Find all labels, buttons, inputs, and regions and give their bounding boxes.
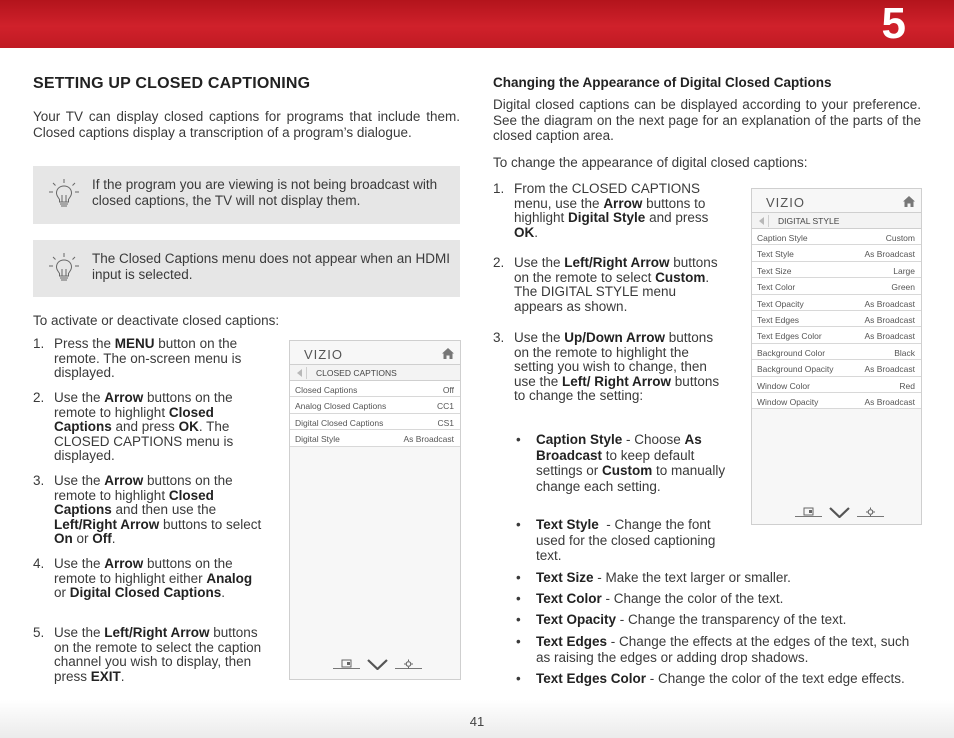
menu-row-text-style[interactable]: Text Style As Broadcast	[752, 245, 921, 261]
note-box-1	[33, 166, 460, 224]
menu-bottom-bar	[795, 505, 885, 517]
menu-row-window-opacity[interactable]: Window Opacity As Broadcast	[752, 393, 921, 409]
menu-title: DIGITAL STYLE	[778, 216, 840, 226]
bullet-text-color: • Text Color - Change the color of the text.	[516, 591, 784, 606]
menu-row-closed-captions[interactable]: Closed Captions Off	[290, 381, 460, 397]
menu-breadcrumb	[752, 212, 921, 229]
input-icon[interactable]	[795, 505, 822, 517]
gear-icon[interactable]	[395, 657, 422, 669]
gear-icon[interactable]	[857, 505, 884, 517]
bullet-text-edges: • Text Edges - Change the effects at the edges of the text, such as raising the edges or adding drop shadows.	[516, 634, 910, 665]
step-1: 1. Press the MENU button on the remote. The on-screen menu is displayed.	[33, 336, 242, 381]
section-heading: SETTING UP CLOSED CAPTIONING	[33, 75, 311, 92]
chevron-down-icon[interactable]	[364, 657, 391, 669]
activate-lead: To activate or deactivate closed captions:	[33, 313, 280, 328]
page-number: 41	[469, 714, 485, 729]
digital-step-1: 1. From the CLOSED CAPTIONS menu, use the Arrow buttons to highlight Digital Style and press OK.	[493, 181, 709, 240]
vizio-logo: VIZIO	[304, 347, 343, 362]
chapter-header-bar	[0, 0, 954, 48]
digital-step-3: 3. Use the Up/Down Arrow buttons on the remote to highlight the setting you wish to change, then use the Left/ Right Arrow buttons to change the setting:	[493, 330, 720, 404]
home-icon[interactable]	[903, 196, 915, 207]
step-2: 2. Use the Arrow buttons on the remote to highlight Closed Captions and press OK. The CLOSED CAPTIONS menu is displayed.	[33, 390, 234, 464]
bullet-text-edges-color: • Text Edges Color - Change the color of the text edge effects.	[516, 671, 905, 686]
vizio-logo: VIZIO	[766, 195, 805, 210]
bullet-text-size: • Text Size - Make the text larger or smaller.	[516, 570, 791, 585]
menu-row-analog-closed-captions[interactable]: Analog Closed Captions CC1	[290, 397, 460, 413]
lightbulb-icon	[47, 177, 81, 211]
back-arrow-icon[interactable]	[295, 367, 307, 379]
menu-breadcrumb	[290, 364, 460, 381]
menu-row-text-size[interactable]: Text Size Large	[752, 262, 921, 278]
note-box-2	[33, 240, 460, 297]
bullet-caption-style: • Caption Style - Choose As Broadcast to keep default settings or Custom to manually change each setting.	[516, 432, 726, 495]
menu-row-background-color[interactable]: Background Color Black	[752, 344, 921, 360]
menu-row-caption-style[interactable]: Caption Style Custom	[752, 229, 921, 245]
menu-title: CLOSED CAPTIONS	[316, 368, 397, 378]
menu-row-text-edges[interactable]: Text Edges As Broadcast	[752, 311, 921, 327]
home-icon[interactable]	[442, 348, 454, 359]
note-text-1: If the program you are viewing is not being broadcast with closed captions, the TV will not display them.	[92, 177, 438, 208]
chapter-number: 5	[881, 0, 906, 48]
back-arrow-icon[interactable]	[757, 215, 769, 227]
closed-captions-menu-screen	[289, 340, 461, 680]
note-text-2: The Closed Captions menu does not appear when an HDMI input is selected.	[92, 251, 450, 282]
menu-row-window-color[interactable]: Window Color Red	[752, 377, 921, 393]
input-icon[interactable]	[333, 657, 360, 669]
menu-row-text-opacity[interactable]: Text Opacity As Broadcast	[752, 295, 921, 311]
bullet-text-opacity: • Text Opacity - Change the transparency of the text.	[516, 612, 847, 627]
menu-row-background-opacity[interactable]: Background Opacity As Broadcast	[752, 360, 921, 376]
menu-row-digital-style[interactable]: Digital Style As Broadcast	[290, 430, 460, 446]
step-5: 5. Use the Left/Right Arrow buttons on the remote to select the caption channel you wish to display, then press EXIT.	[33, 625, 262, 684]
lightbulb-icon	[47, 251, 81, 285]
bullet-text-style: • Text Style - Change the font used for the closed captioning text.	[516, 517, 720, 564]
digital-intro-paragraph: Digital closed captions can be displayed according to your preference. See the diagram on the next page for an explanation of the parts of the closed caption area.	[493, 97, 921, 144]
digital-style-menu-screen	[751, 188, 922, 525]
chevron-down-icon[interactable]	[826, 505, 853, 517]
intro-paragraph: Your TV can display closed captions for programs that include them. Closed captions display a transcription of a program’s dialogue.	[33, 109, 460, 140]
menu-row-text-edges-color[interactable]: Text Edges Color As Broadcast	[752, 327, 921, 343]
menu-row-text-color[interactable]: Text Color Green	[752, 278, 921, 294]
step-3: 3. Use the Arrow buttons on the remote to highlight Closed Captions and then use the Left/Right Arrow buttons to select On or Off.	[33, 473, 262, 547]
digital-lead: To change the appearance of digital closed captions:	[493, 155, 808, 170]
menu-row-digital-closed-captions[interactable]: Digital Closed Captions CS1	[290, 414, 460, 430]
menu-bottom-bar	[333, 657, 423, 669]
subsection-heading: Changing the Appearance of Digital Closed Captions	[493, 75, 832, 90]
digital-step-2: 2. Use the Left/Right Arrow buttons on the remote to select Custom. The DIGITAL STYLE menu appears as shown.	[493, 255, 718, 314]
step-4: 4. Use the Arrow buttons on the remote to highlight either Analog or Digital Closed Captions.	[33, 556, 253, 601]
